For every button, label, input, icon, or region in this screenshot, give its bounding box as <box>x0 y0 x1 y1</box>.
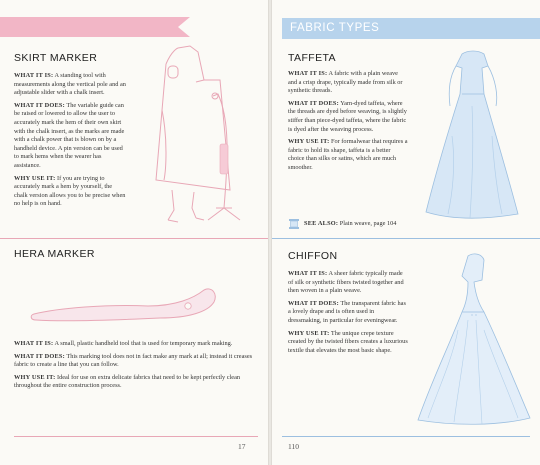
right-page <box>272 0 540 465</box>
section-tab-label: FABRIC TYPES <box>290 22 380 34</box>
what-it-does-text: Yarn-dyed taffeta, where the threads are dyed before weaving, is slightly stiffer than piece-dyed taffeta, where the fabric is dyed after the weaving process. <box>288 99 407 133</box>
what-it-does-label: WHAT IT DOES: <box>14 352 65 360</box>
why-use-it-label: WHY USE IT: <box>288 329 330 337</box>
what-it-does-label: WHAT IT DOES: <box>288 99 339 107</box>
what-it-is-text: A standing tool with measurements along the vertical pole and an adjustable slider with a chalk insert. <box>14 72 126 97</box>
why-use-it-label: WHY USE IT: <box>14 174 56 182</box>
chiffon-dress-illustration <box>414 250 534 425</box>
ribbon-banner <box>0 17 190 37</box>
why-use-it-label: WHY USE IT: <box>14 373 56 381</box>
footer-rule <box>282 436 530 437</box>
why-use-it-label: WHY USE IT: <box>288 138 330 146</box>
why-use-it-text: The unique crepe texture created by the twisted fibers creates a luxurious textile that elevates the most basic shape. <box>288 329 408 354</box>
what-it-does-text: The variable guide can be raised or lowered to allow the user to accurately mark the hem of their own skirt with the chalk insert, as the marks are made with a chalk power that is blown on by a handheld device. A pin version can be used to mark hems when the wearer has assistance. <box>14 101 125 169</box>
page-number: 110 <box>288 442 299 451</box>
chiffon-text <box>288 270 408 359</box>
why-use-it-text: Ideal for use on extra delicate fabrics that need to be kept perfectly clean throughout the entire construction process. <box>14 373 241 390</box>
hera-marker-text <box>14 340 258 395</box>
what-it-does-text: This marking tool does not in fact make any mark at all; instead it creases fabric to create a line that you can follow. <box>14 352 253 369</box>
section-divider <box>0 238 268 239</box>
section-divider <box>272 238 540 239</box>
skirt-marker-illustration <box>138 40 258 230</box>
skirt-marker-title: SKIRT MARKER <box>14 52 98 64</box>
taffeta-dress-illustration <box>422 46 522 221</box>
hera-marker-illustration <box>28 278 224 328</box>
thread-spool-icon <box>288 218 300 230</box>
what-it-is-label: WHAT IT IS: <box>288 70 328 77</box>
taffeta-text <box>288 70 408 177</box>
what-it-is-label: WHAT IT IS: <box>288 270 328 277</box>
left-page <box>0 0 268 465</box>
hera-marker-title: HERA MARKER <box>14 248 95 260</box>
what-it-is-text: A sheer fabric typically made of silk or synthetic fibers twisted together and then woven in a plain weave. <box>288 270 404 295</box>
footer-rule <box>14 436 258 437</box>
what-it-is-text: A small, plastic handheld tool that is used for temporary mark making. <box>54 340 233 347</box>
section-tab <box>282 18 540 39</box>
page-number: 17 <box>238 442 246 451</box>
see-also-label: SEE ALSO: <box>304 220 339 227</box>
what-it-is-label: WHAT IT IS: <box>14 340 54 347</box>
skirt-marker-text <box>14 72 126 213</box>
what-it-is-label: WHAT IT IS: <box>14 72 54 79</box>
taffeta-title: TAFFETA <box>288 52 336 64</box>
chiffon-title: CHIFFON <box>288 250 338 262</box>
what-it-does-label: WHAT IT DOES: <box>288 299 339 307</box>
what-it-is-text: A fabric with a plain weave and a crisp drape, typically made from silk or synthetic threads. <box>288 70 403 95</box>
what-it-does-text: The transparent fabric has a lovely drape and is often used in dressmaking, in particular for eveningwear. <box>288 299 406 324</box>
why-use-it-text: If you are trying to accurately mark a hem by yourself, the chalk version allows you to be precise when no help is on hand. <box>14 174 126 208</box>
see-also-link[interactable]: Plain weave, page 104 <box>339 220 397 227</box>
why-use-it-text: For formalwear that requires a fabric to hold its shape, taffeta is a better choice than silks or satins, which are much smoother. <box>288 138 408 171</box>
what-it-does-label: WHAT IT DOES: <box>14 101 65 109</box>
see-also <box>304 220 454 229</box>
